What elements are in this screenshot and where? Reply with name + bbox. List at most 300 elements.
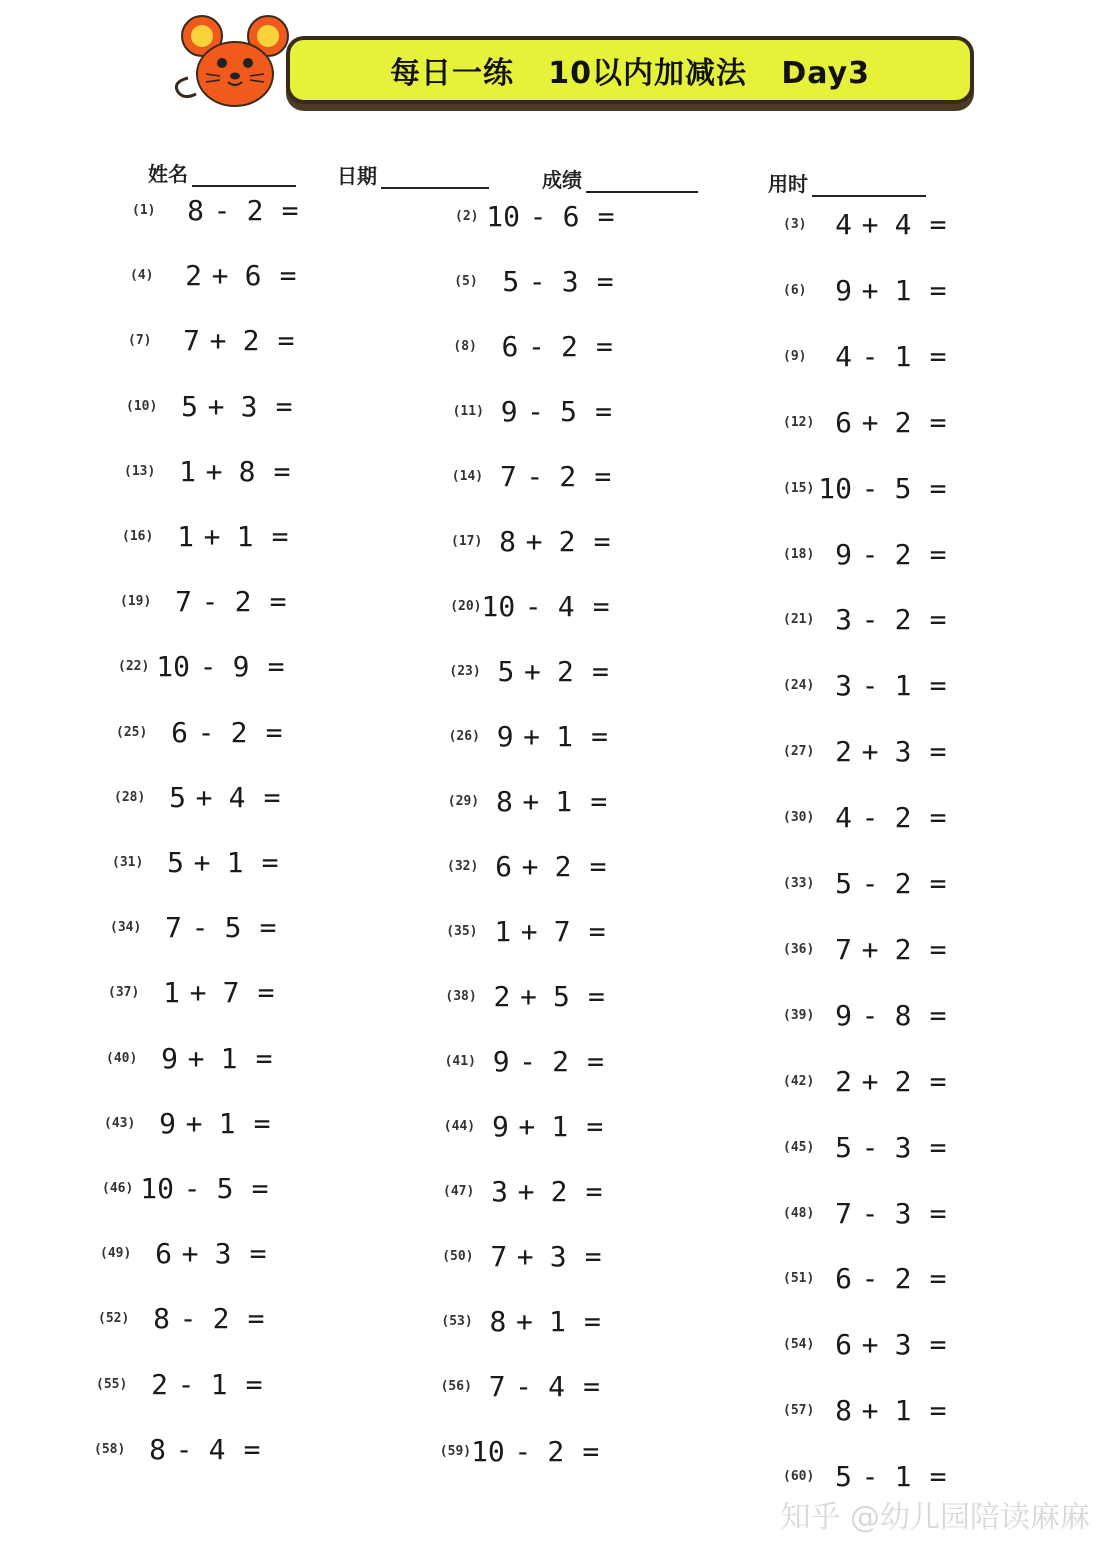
- problem-expression: [150, 520, 300, 553]
- operator: -: [524, 590, 542, 623]
- problem-row: [446, 915, 617, 948]
- problem-row: [443, 1175, 614, 1208]
- problem-expression: [808, 1394, 958, 1427]
- operand-b: 4: [228, 780, 246, 814]
- problem-expression: [466, 980, 616, 1013]
- operand-b: 5: [224, 911, 242, 945]
- operand-b: 2: [559, 460, 577, 493]
- operator: +: [523, 720, 541, 753]
- problem-expression: [808, 1131, 958, 1164]
- problem-row: [783, 340, 958, 373]
- operator: +: [518, 1110, 536, 1143]
- operand-b: 2: [554, 850, 572, 883]
- problem-number: (53): [441, 1314, 473, 1329]
- problem-number: (12): [783, 414, 815, 430]
- operator: -: [191, 911, 209, 945]
- operand-b: 3: [561, 265, 579, 298]
- problem-number: (30): [783, 810, 815, 826]
- equals-sign: =: [589, 850, 607, 883]
- operand-a: 9: [835, 273, 852, 307]
- problem-expression: [461, 1435, 611, 1468]
- problem-expression: [154, 390, 304, 423]
- problem-expression: [464, 1175, 614, 1208]
- operand-a: 9: [491, 1110, 509, 1143]
- operand-b: 2: [894, 932, 912, 966]
- equals-sign: =: [586, 1110, 604, 1143]
- problem-row: [783, 1197, 958, 1230]
- problem-expression: [156, 324, 306, 357]
- operand-a: 7: [499, 460, 517, 493]
- operand-b: 6: [244, 259, 262, 293]
- problem-row: [110, 911, 288, 944]
- equals-sign: =: [595, 395, 613, 428]
- problem-expression: [808, 603, 958, 636]
- problem-expression: [808, 274, 958, 307]
- operator: +: [522, 785, 540, 818]
- problem-row: [124, 455, 302, 488]
- operand-a: 8: [499, 525, 516, 558]
- problem-row: [100, 1237, 278, 1270]
- operand-b: 8: [238, 454, 256, 488]
- problem-number: (47): [443, 1184, 475, 1199]
- problem-number: (45): [783, 1139, 815, 1155]
- equals-sign: =: [929, 405, 947, 439]
- operand-b: 1: [894, 1460, 912, 1494]
- equals-sign: =: [929, 1064, 947, 1098]
- operator: -: [861, 339, 879, 373]
- operand-b: 1: [551, 1110, 569, 1143]
- operand-b: 3: [549, 1240, 567, 1273]
- time-label: 用时: [768, 172, 808, 196]
- operator: +: [861, 208, 879, 241]
- problem-expression: [471, 590, 621, 623]
- problem-number: (50): [442, 1249, 474, 1264]
- operand-b: 2: [894, 603, 912, 637]
- problem-expression: [160, 194, 310, 227]
- operand-a: 2: [493, 980, 511, 1013]
- problem-number: (46): [102, 1181, 134, 1196]
- operand-a: 7: [490, 1240, 508, 1273]
- operand-b: 5: [894, 471, 912, 505]
- operator: +: [205, 454, 223, 488]
- operator: +: [517, 1175, 535, 1208]
- problem-number: (37): [108, 985, 140, 1001]
- operand-b: 2: [547, 1435, 565, 1468]
- operand-a: 5: [169, 780, 186, 814]
- operand-a: 7: [183, 324, 200, 358]
- problem-number: (21): [783, 612, 815, 628]
- problem-expression: [136, 976, 286, 1009]
- operator: -: [514, 1435, 532, 1468]
- equals-sign: =: [929, 273, 947, 307]
- equals-sign: =: [587, 1045, 605, 1078]
- problem-row: [444, 1110, 615, 1143]
- problem-expression: [144, 716, 294, 749]
- problem-row: [451, 525, 622, 558]
- operand-b: 1: [210, 1367, 228, 1401]
- equals-sign: =: [271, 520, 289, 553]
- operand-a: 5: [835, 867, 852, 900]
- operator: -: [183, 1172, 201, 1205]
- problem-number: (1): [132, 203, 156, 218]
- problem-row: [120, 585, 298, 618]
- problem-expression: [808, 208, 958, 241]
- problem-row: [114, 781, 292, 814]
- equals-sign: =: [251, 1172, 269, 1205]
- operand-b: 4: [548, 1370, 566, 1403]
- equals-sign: =: [929, 537, 947, 571]
- problem-number: (20): [450, 599, 482, 614]
- equals-sign: =: [247, 1302, 265, 1336]
- problem-expression: [808, 406, 958, 439]
- operator: +: [189, 976, 207, 1010]
- equals-sign: =: [281, 194, 299, 227]
- equals-sign: =: [929, 471, 947, 505]
- operand-b: 7: [553, 915, 571, 948]
- problem-row: [442, 1240, 613, 1273]
- problem-number: (54): [783, 1337, 815, 1353]
- equals-sign: =: [592, 590, 610, 623]
- operand-a: 1: [179, 454, 196, 488]
- operator: +: [193, 846, 211, 879]
- operand-b: 4: [894, 208, 912, 241]
- operand-a: 8: [835, 1394, 852, 1428]
- problem-row: [783, 867, 958, 900]
- watermark: 知乎 @幼儿园陪读麻麻: [780, 1500, 1090, 1535]
- problem-expression: [138, 911, 288, 944]
- equals-sign: =: [257, 976, 275, 1010]
- score-blank[interactable]: [586, 173, 698, 193]
- time-field: [768, 168, 926, 197]
- operand-a: 10: [818, 471, 852, 505]
- problem-number: (52): [98, 1311, 130, 1327]
- problem-number: (29): [447, 794, 480, 809]
- operand-b: 2: [894, 867, 912, 900]
- operand-a: 2: [185, 259, 202, 293]
- operand-b: 1: [894, 669, 912, 703]
- operand-b: 5: [216, 1172, 234, 1205]
- operator: +: [521, 850, 539, 883]
- problem-row: [783, 933, 958, 966]
- operand-a: 2: [835, 735, 852, 769]
- operand-b: 2: [894, 1262, 912, 1296]
- operand-b: 3: [214, 1237, 232, 1271]
- operator: +: [861, 932, 879, 966]
- equals-sign: =: [245, 1367, 263, 1401]
- operator: +: [181, 1237, 199, 1271]
- problem-row: [450, 590, 621, 623]
- operand-b: 3: [894, 1328, 912, 1362]
- equals-sign: =: [279, 259, 297, 293]
- problem-expression: [152, 455, 302, 488]
- problem-number: (16): [122, 529, 154, 544]
- equals-sign: =: [929, 1460, 947, 1494]
- problem-expression: [122, 1433, 272, 1466]
- operand-a: 10: [486, 200, 520, 233]
- equals-sign: =: [265, 715, 283, 749]
- problem-row: [448, 785, 619, 818]
- operand-b: 7: [222, 976, 240, 1010]
- operand-b: 1: [894, 273, 912, 307]
- equals-sign: =: [275, 389, 293, 423]
- problem-row: [455, 200, 626, 233]
- problem-expression: [140, 846, 290, 879]
- operand-b: 2: [234, 585, 252, 619]
- equals-sign: =: [582, 1435, 600, 1468]
- problem-number: (59): [439, 1444, 472, 1459]
- operator: +: [519, 980, 537, 1013]
- operator: -: [529, 200, 547, 233]
- equals-sign: =: [584, 1240, 602, 1273]
- problem-expression: [124, 1368, 274, 1401]
- operand-b: 2: [242, 324, 260, 358]
- operator: +: [861, 405, 879, 439]
- equals-sign: =: [249, 1237, 267, 1271]
- problem-expression: [142, 781, 292, 814]
- problem-expression: [132, 1107, 282, 1140]
- operand-b: 1: [894, 339, 912, 373]
- operand-a: 8: [153, 1302, 170, 1336]
- problem-row: [440, 1435, 611, 1468]
- operand-b: 4: [557, 590, 575, 623]
- operand-b: 2: [556, 655, 574, 688]
- problem-expression: [476, 200, 626, 233]
- time-blank[interactable]: [812, 177, 926, 197]
- equals-sign: =: [261, 846, 279, 879]
- problem-number: (60): [783, 1469, 815, 1485]
- operator: +: [861, 273, 879, 307]
- problem-expression: [468, 850, 618, 883]
- equals-sign: =: [929, 1130, 947, 1164]
- problem-number: (5): [454, 274, 478, 289]
- problem-number: (15): [783, 480, 815, 496]
- problem-row: [783, 1262, 958, 1295]
- operand-b: 1: [226, 846, 244, 879]
- operand-a: 5: [167, 846, 184, 879]
- problem-expression: [808, 735, 958, 768]
- problem-expression: [808, 1197, 958, 1230]
- problem-expression: [146, 650, 296, 683]
- equals-sign: =: [583, 1370, 601, 1403]
- operator: -: [197, 715, 215, 749]
- operand-b: 2: [560, 330, 578, 363]
- problem-row: [441, 1370, 612, 1403]
- problem-row: [783, 669, 958, 702]
- problem-expression: [473, 460, 623, 493]
- operand-b: 2: [894, 405, 912, 439]
- operand-b: 2: [550, 1175, 568, 1208]
- problem-row: [441, 1305, 612, 1338]
- operand-a: 1: [177, 520, 194, 553]
- equals-sign: =: [929, 1328, 947, 1362]
- problem-row: [106, 1042, 284, 1075]
- operand-b: 1: [236, 520, 254, 553]
- equals-sign: =: [269, 585, 287, 619]
- problem-row: [454, 265, 625, 298]
- operator: -: [861, 1196, 879, 1230]
- operator: -: [861, 537, 879, 571]
- operator: +: [187, 1041, 205, 1075]
- problem-number: (39): [783, 1007, 815, 1023]
- problem-number: (25): [116, 724, 148, 740]
- operand-b: 3: [894, 1196, 912, 1230]
- operand-a: 10: [140, 1172, 174, 1205]
- problem-number: (28): [114, 789, 146, 805]
- equals-sign: =: [596, 265, 614, 298]
- operator: -: [177, 1367, 195, 1401]
- problem-row: [453, 395, 624, 428]
- problem-number: (6): [783, 282, 807, 298]
- problem-row: [783, 1460, 958, 1493]
- problem-expression: [472, 525, 622, 558]
- operator: +: [861, 1328, 879, 1362]
- equals-sign: =: [593, 525, 611, 558]
- problem-row: [452, 460, 623, 493]
- operator: +: [520, 915, 538, 948]
- operand-a: 8: [489, 1305, 507, 1338]
- operand-b: 2: [894, 801, 912, 835]
- problem-expression: [474, 330, 624, 363]
- problem-expression: [808, 340, 958, 373]
- operand-b: 4: [208, 1432, 226, 1466]
- problem-expression: [475, 265, 625, 298]
- name-label: 姓名: [148, 162, 188, 186]
- operator: -: [213, 194, 231, 227]
- problem-row: [126, 390, 304, 423]
- operand-a: 6: [171, 715, 188, 749]
- problem-row: [116, 716, 294, 749]
- problem-expression: [808, 1262, 958, 1295]
- equals-sign: =: [590, 785, 608, 818]
- operand-a: 7: [488, 1370, 506, 1403]
- problem-row: [449, 720, 620, 753]
- name-blank[interactable]: [192, 167, 296, 187]
- equals-sign: =: [591, 720, 609, 753]
- problem-expression: [808, 1328, 958, 1361]
- page-title: 每日一练 10以内加减法 Day3: [389, 56, 871, 91]
- operator: +: [207, 389, 225, 423]
- problem-expression: [470, 720, 620, 753]
- equals-sign: =: [591, 655, 609, 688]
- operand-a: 9: [161, 1041, 178, 1075]
- problem-row: [783, 603, 958, 636]
- operand-a: 9: [835, 537, 852, 571]
- problem-number: (38): [445, 989, 477, 1004]
- operator: -: [861, 471, 879, 505]
- operand-a: 6: [501, 330, 519, 363]
- equals-sign: =: [929, 1394, 947, 1428]
- operand-a: 8: [187, 194, 204, 227]
- equals-sign: =: [583, 1305, 601, 1338]
- operand-a: 10: [471, 1435, 505, 1468]
- equals-sign: =: [595, 330, 613, 363]
- problem-row: [445, 1045, 616, 1078]
- problem-expression: [467, 915, 617, 948]
- operand-a: 3: [491, 1175, 508, 1208]
- equals-sign: =: [929, 998, 947, 1032]
- problem-row: [118, 650, 296, 683]
- operand-b: 8: [894, 998, 912, 1032]
- problem-row: [449, 655, 620, 688]
- operator: +: [203, 520, 221, 553]
- operator: +: [515, 1305, 533, 1338]
- equals-sign: =: [929, 603, 947, 637]
- operand-a: 3: [835, 669, 852, 703]
- problem-number: (8): [453, 339, 477, 354]
- equals-sign: =: [929, 735, 947, 769]
- operand-a: 9: [492, 1045, 510, 1078]
- problem-number: (36): [783, 941, 815, 957]
- operand-a: 4: [835, 801, 852, 835]
- date-blank[interactable]: [381, 169, 489, 189]
- operand-a: 1: [494, 915, 512, 948]
- operand-a: 8: [495, 785, 513, 818]
- problem-number: (13): [124, 463, 156, 479]
- problem-number: (7): [128, 333, 152, 349]
- operand-a: 7: [165, 911, 182, 945]
- operand-a: 9: [159, 1106, 176, 1140]
- problem-number: (22): [118, 659, 150, 675]
- operator: -: [527, 395, 545, 428]
- operand-a: 7: [835, 932, 852, 966]
- equals-sign: =: [587, 980, 605, 1013]
- operator: -: [861, 669, 879, 703]
- problem-row: [128, 324, 306, 357]
- problem-number: (26): [448, 729, 480, 744]
- problem-number: (18): [783, 546, 815, 562]
- problem-row: [783, 1065, 958, 1098]
- problem-number: (57): [783, 1403, 815, 1419]
- problem-number: (33): [783, 876, 815, 891]
- operator: -: [861, 998, 879, 1032]
- operator: -: [861, 801, 879, 835]
- equals-sign: =: [259, 911, 277, 945]
- operand-b: 2: [552, 1045, 570, 1078]
- problem-row: [98, 1302, 276, 1335]
- problem-row: [783, 208, 958, 241]
- problem-number: (42): [783, 1073, 815, 1089]
- operand-b: 1: [220, 1041, 238, 1075]
- operator: -: [175, 1432, 193, 1466]
- problem-expression: [463, 1240, 613, 1273]
- problem-number: (17): [451, 534, 483, 549]
- date-field: [337, 160, 489, 189]
- operand-a: 9: [496, 720, 514, 753]
- problem-row: [102, 1172, 280, 1205]
- operand-b: 2: [212, 1302, 230, 1336]
- operand-b: 2: [894, 1064, 912, 1098]
- operator: -: [527, 330, 545, 363]
- problem-row: [783, 999, 958, 1032]
- score-label: 成绩: [542, 168, 582, 192]
- operand-a: 9: [835, 998, 852, 1032]
- problem-row: [447, 850, 618, 883]
- equals-sign: =: [929, 208, 947, 241]
- equals-sign: =: [594, 460, 612, 493]
- operand-a: 6: [835, 405, 852, 439]
- operator: -: [528, 265, 546, 298]
- problem-number: (4): [130, 268, 154, 284]
- operator: -: [861, 603, 879, 637]
- operand-b: 1: [894, 1394, 912, 1428]
- operator: -: [861, 1130, 879, 1164]
- operand-b: 2: [558, 525, 576, 558]
- equals-sign: =: [585, 1175, 603, 1208]
- problem-number: (2): [455, 209, 479, 224]
- problem-expression: [130, 1172, 280, 1205]
- problem-row: [108, 976, 286, 1009]
- operator: -: [861, 867, 879, 900]
